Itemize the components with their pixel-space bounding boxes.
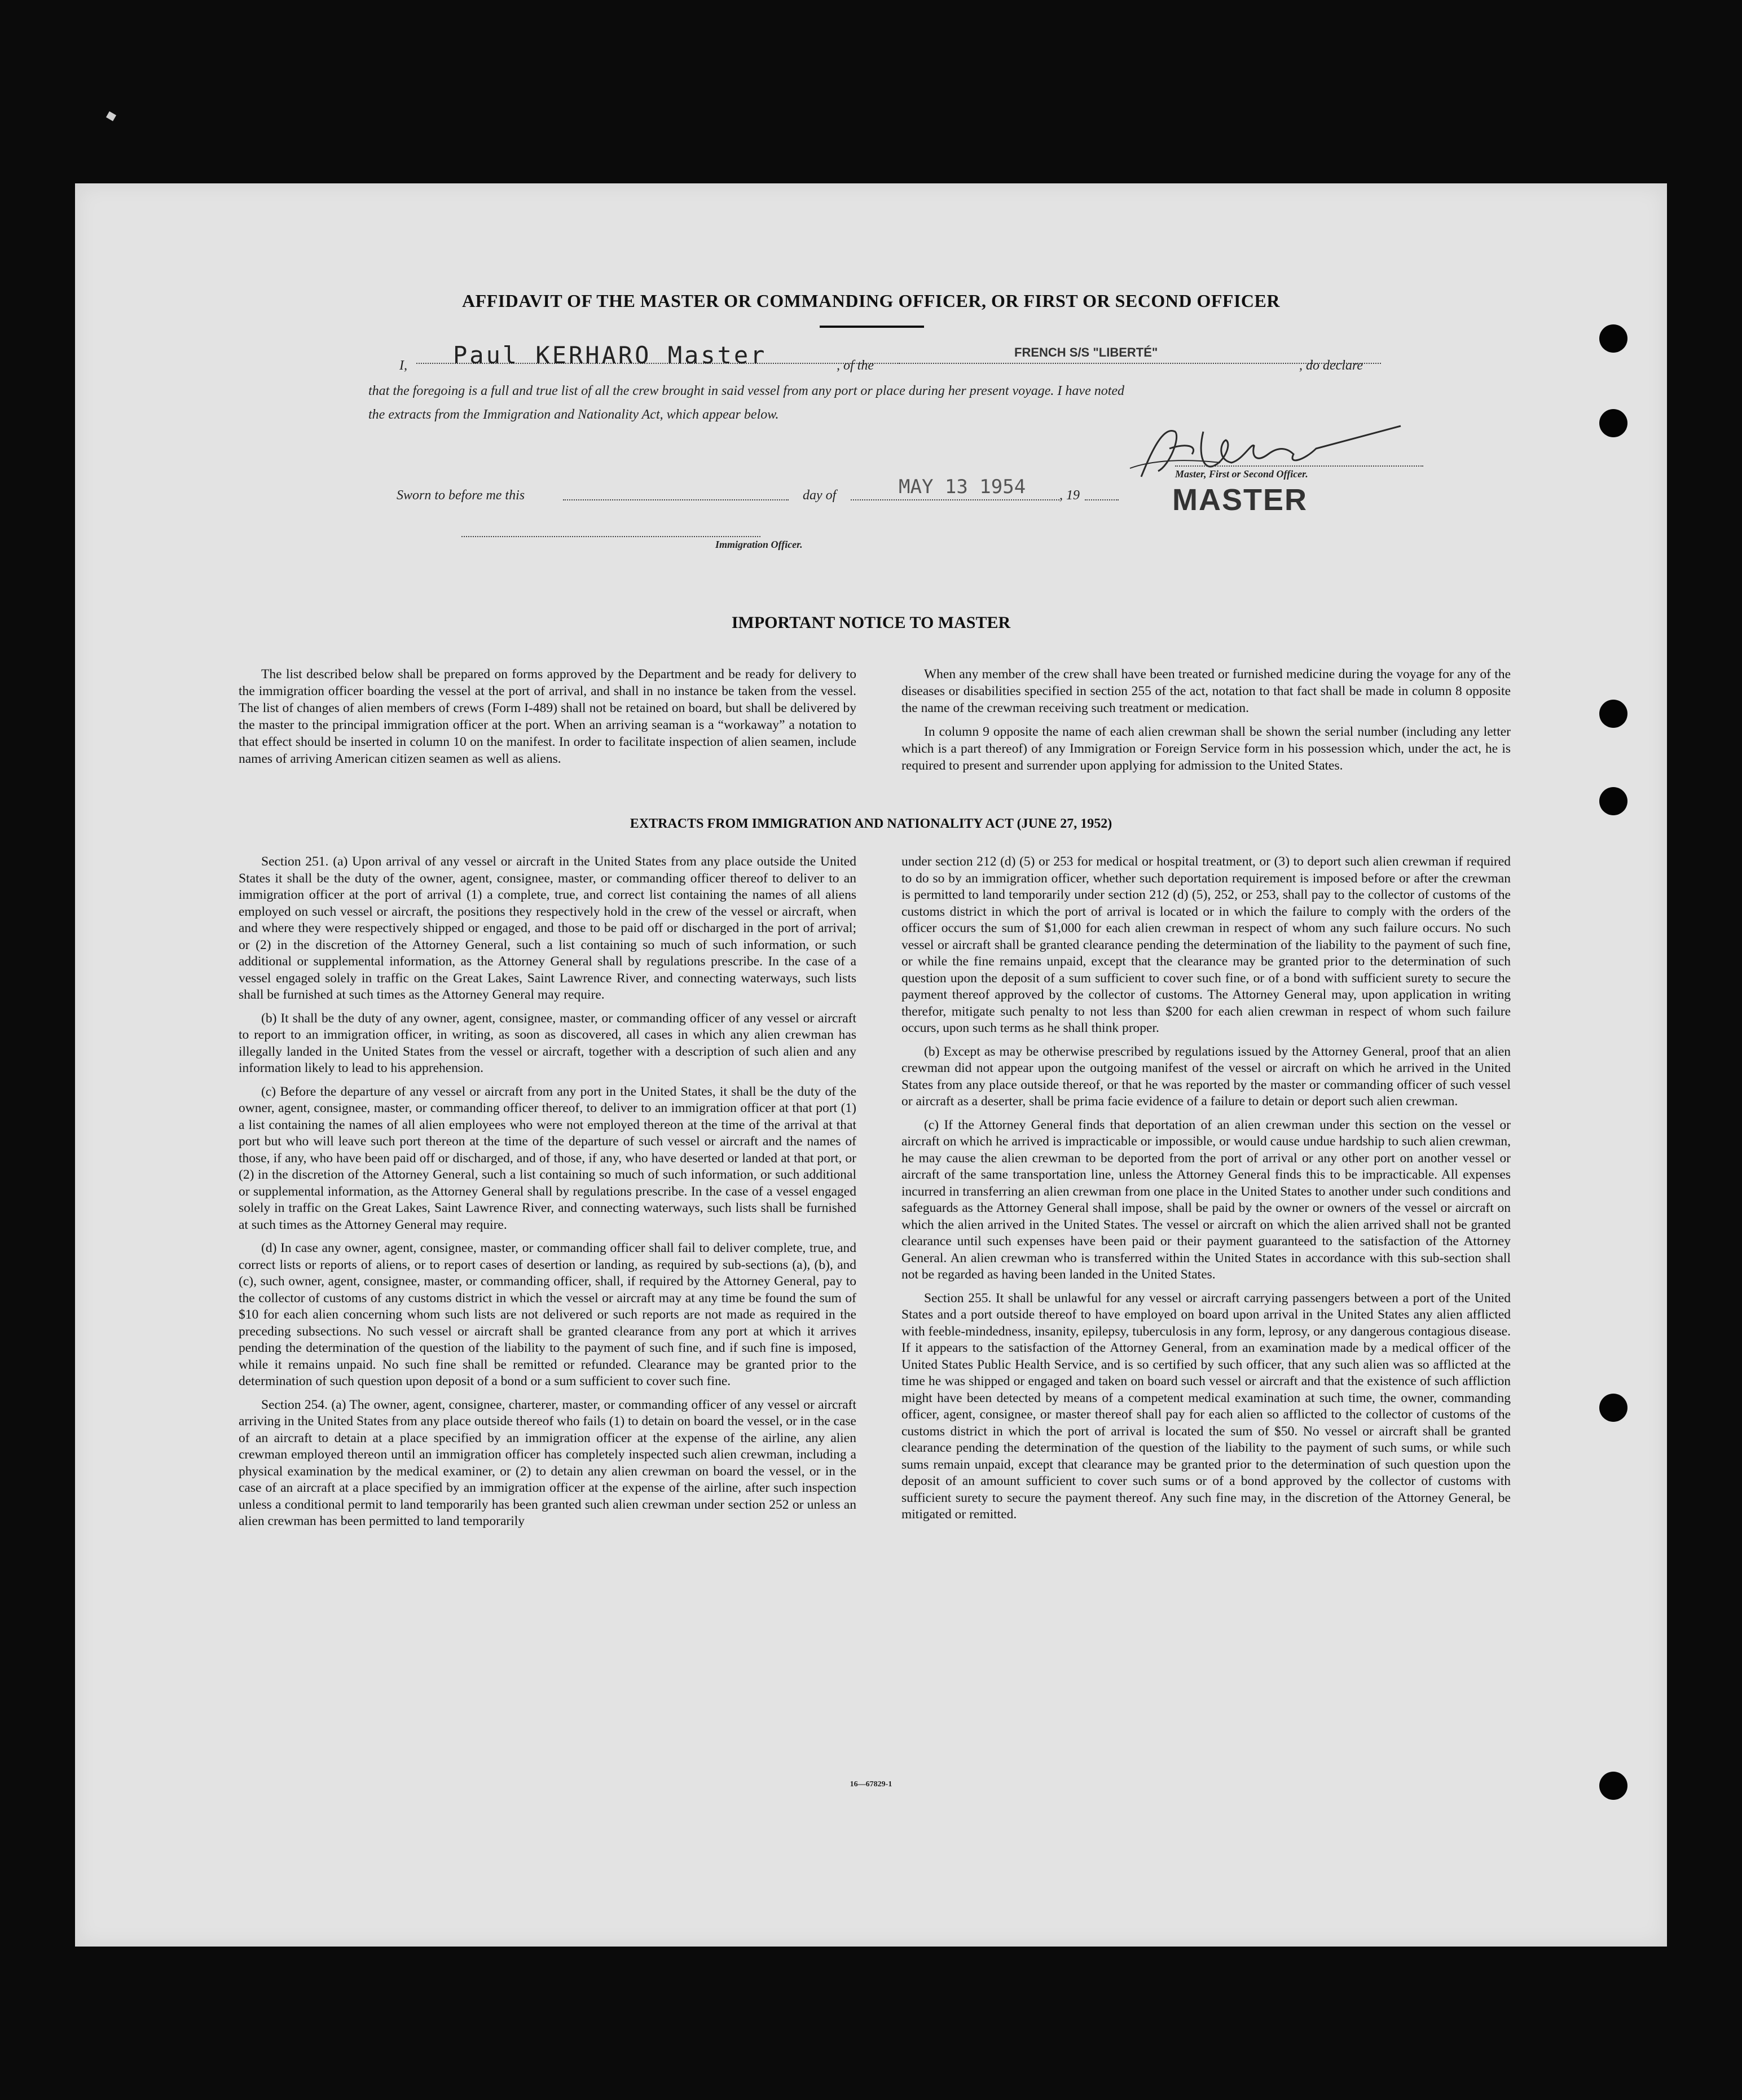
binder-hole	[1599, 787, 1627, 815]
notice-right-column	[901, 666, 1511, 781]
binder-hole	[1599, 324, 1627, 353]
master-stamp: MASTER	[1172, 483, 1308, 517]
extracts-left-column	[239, 854, 856, 1537]
day-of-label: day of	[803, 488, 837, 503]
sworn-month-line	[851, 499, 1059, 500]
sworn-year-line	[1085, 499, 1119, 500]
declaration-line-2: the extracts from the Immigration and Nationality Act, which appear below.	[368, 407, 779, 422]
section-254c: (c) If the Attorney General finds that deportation of an alien crewman under this section on the vessel or aircraft on which he arrived is impracticable or impossible, or would cause undue hardship to such alien crewman, he may cause the alien crewman to be deported from the port of arrival or any other port on another vessel or aircraft of the same transportation line, unless the Attorney General finds this to be impracticable. All expenses incurred in transferring an alien crewman from one place in the United States to another under such conditions and safeguards as the Attorney General shall impose, shall be paid by the owner or owners of the vessel or aircraft on which the alien arrived in the United States. The vessel or aircraft on which the alien arrived shall not be granted clearance until such expenses have been paid or their payment guaranteed to the satisfaction of the Attorney General. An alien crewman who is transferred within the United States in accordance with this sub-section shall not be regarded as having been landed in the United States.	[901, 1117, 1511, 1282]
i-label: I,	[399, 358, 407, 373]
section-251b: (b) It shall be the duty of any owner, agent, consignee, master, or commanding officer of any vessel or aircraft to report to an immigration officer, in writing, as soon as discovered, all cases in which any alien crewman has illegally landed in the United States from the vessel or aircraft, together with a description of such alien and any information likely to lead to his apprehension.	[239, 1011, 856, 1075]
declaration-line-1: that the foregoing is a full and true list of all the crew brought in said vessel from any port or place during her present voyage. I have noted	[368, 384, 1125, 398]
notice-paragraph: The list described below shall be prepared on forms approved by the Department and be ready for delivery to the immigration officer boarding the vessel at the port of arrival, and shall in no instance be taken from the vessel. The list of changes of alien members of crews (Form I-489) shall not be retained on board, but shall be delivered by the master to the principal immigration officer at the port. When an arriving seaman is a “workaway” a notation to that effect should be inserted in column 10 on the manifest. In order to facilitate inspection of alien seamen, include names of arriving American citizen seamen as well as aliens.	[239, 667, 856, 766]
section-255: Section 255. It shall be unlawful for any vessel or aircraft carrying passengers between a port of the United States and a port outside thereof to have employed on board upon arrival in the United States any alien afflicted with feeble-mindedness, insanity, epilepsy, tuberculosis in any form, leprosy, or any dangerous contagious disease. If it appears to the satisfaction of the Attorney General, from an examination made by a medical officer of the United States Public Health Service, and is so certified by such officer, that any such alien was so afflicted at the time he was shipped or engaged and taken on board such vessel or aircraft and that the existence of such affliction might have been detected by means of a competent medical examination at such time, the owner, commanding officer, agent, consignee, or master thereof shall pay for each alien so afflicted to the collector of customs of the customs district in which the port of arrival is located the sum of $50. No vessel or aircraft shall be granted clearance pending the determination of the question of the liability to the payment of such sums, or while such sums remain unpaid, except that clearance may be granted prior to the determination of such question upon the deposit of an amount sufficient to cover such sums or of a bond approved by the collector of customs with sufficient surety to secure the payment thereof. Any such fine may, in the discretion of the Attorney General, be mitigated or remitted.	[901, 1290, 1511, 1522]
vessel-name: FRENCH S/S "LIBERTÉ"	[1014, 345, 1158, 359]
binder-hole	[1599, 409, 1627, 437]
do-declare-label: , do declare	[1299, 358, 1363, 373]
section-254b: (b) Except as may be otherwise prescribed by regulations issued by the Attorney General, proof that an alien crewman did not appear upon the outgoing manifest of the vessel or aircraft on which he arrived in the United States from any place outside thereof, or that he was reported by the master or commanding officer of such vessel or aircraft as a deserter, shall be prima facie evidence of a failure to detain or deport such alien crewman.	[901, 1044, 1511, 1109]
sworn-label: Sworn to before me this	[397, 488, 525, 503]
section-254a: Section 254. (a) The owner, agent, consignee, charterer, master, or commanding officer of any vessel or aircraft arriving in the United States from any place outside thereof who fails (1) to detain on board the vessel, or in the case of an aircraft to detain at a place specified by an immigration officer at the expense of the airline, any alien crewman employed thereon until an immigration officer has completely inspected such alien crewman, including a physical examination by the medical examiner, or (2) to detain any alien crewman on board the vessel, or in the case of an aircraft at a place specified by an immigration officer at the expense of the airline, after such inspection unless a conditional permit to land temporarily has been granted such alien crewman under section 252 or unless an alien crewman has been permitted to land temporarily	[239, 1397, 856, 1528]
notice-left-column	[239, 666, 856, 774]
title-underline	[820, 326, 924, 328]
affidavit-title: AFFIDAVIT OF THE MASTER OR COMMANDING OFFICER, OR FIRST OR SECOND OFFICER	[462, 291, 1280, 311]
sworn-day-line	[563, 499, 789, 500]
extracts-title: EXTRACTS FROM IMMIGRATION AND NATIONALITY ACT (JUNE 27, 1952)	[630, 816, 1112, 831]
binder-hole	[1599, 700, 1627, 728]
document-page	[75, 183, 1667, 1947]
notice-title: IMPORTANT NOTICE TO MASTER	[731, 613, 1011, 632]
scan-edge-mark	[106, 111, 116, 121]
master-name: Paul KERHARO Master	[453, 341, 767, 369]
notice-paragraph: When any member of the crew shall have been treated or furnished medicine during the voyage for any of the diseases or disabilities specified in section 255 of the act, notation to that fact shall be made in column 8 opposite the name of the crewman receiving such treatment or medication.	[901, 667, 1511, 715]
section-251a: Section 251. (a) Upon arrival of any vessel or aircraft in the United States from any place outside the United States it shall be the duty of the owner, agent, consignee, master, or commanding officer thereof to deliver to an immigration officer at the port of arrival (1) a complete, true, and correct list containing the names of all aliens employed on such vessel or aircraft, the positions they respectively hold in the crew of the vessel or aircraft, when and where they were respectively shipped or engaged, and those to be paid off or discharged in the port of arrival; or (2) in the discretion of the Attorney General, such a list containing so much of such information, or such additional or supplemental information, as the Attorney General shall by regulations prescribe. In the case of a vessel engaged solely in traffic on the Great Lakes, Saint Lawrence River, and connecting waterways, such lists shall be furnished at such times as the Attorney General may require.	[239, 854, 856, 1002]
immigration-officer-caption: Immigration Officer.	[715, 539, 803, 550]
extracts-right-column	[901, 854, 1511, 1530]
notice-paragraph: In column 9 opposite the name of each alien crewman shall be shown the serial number (including any letter which is a part thereof) of any Immigration or Foreign Service form in his possession which, under the act, he is required to present and surrender upon applying for admission to the United States.	[901, 724, 1511, 773]
immigration-officer-line	[461, 536, 760, 537]
section-254a-continued: under section 212 (d) (5) or 253 for medical or hospital treatment, or (3) to deport such alien crewman if required to do so by an immigration officer, whether such deportation requirement is imposed before or after the crewman is permitted to land temporarily under section 212 (d) (5), 252, or 253, shall pay to the collector of customs of the customs district in which the port of arrival is located or in which the failure to comply with the orders of the officer occurs the sum of $1,000 for each alien crewman in respect of whom any such failure occurs. No such vessel or aircraft shall be granted clearance pending the determination of the liability to the payment of such fine, or while the fine remains unpaid, except that the clearance may be granted prior to the determination of such question upon the deposit of a sum sufficient to cover such fine, or of a bond with sufficient surety to secure the payment thereof approved by the collector of customs. The Attorney General may, upon application in writing therefor, mitigate such penalty to not less than $200 for each alien crewman in respect of whom such failure occurs, upon such terms as he shall think proper.	[901, 854, 1511, 1035]
date-stamp: MAY 13 1954	[899, 476, 1026, 498]
signature-caption: Master, First or Second Officer.	[1175, 468, 1308, 480]
signature-line	[1175, 465, 1423, 467]
of-the-label: , of the	[837, 358, 874, 373]
section-251d: (d) In case any owner, agent, consignee, master, or commanding officer shall fail to deliver complete, true, and correct lists or reports of aliens, or to report cases of desertion or landing, as required by sub-sections (a), (b), and (c), such owner, agent, consignee, master, or commanding officer, shall, if required by the Attorney General, pay to the collector of customs of any customs district in which the vessel or aircraft may at any time be found the sum of $10 for each alien concerning whom such lists are not delivered or such reports are not made as required in the preceding subsections. No such vessel or aircraft shall be granted clearance from any port at which it arrives pending the determination of the question of the liability to the payment of such fine, and if such fine is imposed, while it remains unpaid. No such fine shall be remitted or refunded. Clearance may be granted prior to the determination of such question upon deposit of a bond or a sum sufficient to cover such fine.	[239, 1241, 856, 1389]
binder-hole	[1599, 1772, 1627, 1800]
year-label: , 19	[1059, 488, 1080, 503]
form-number: 16—67829-1	[850, 1780, 892, 1789]
section-251c: (c) Before the departure of any vessel or aircraft from any port in the United States, it shall be the duty of the owner, agent, consignee, master, or commanding officer thereof, to deliver to an immigration officer at that port (1) a list containing the names of all alien employees who were not employed thereon at the time of the arrival at that port but who will leave such port thereon at the time of the departure of such vessel or aircraft and the names of those, if any, who have been paid off or discharged, and of those, if any, who have deserted or landed at that port, or (2) in the discretion of the Attorney General, such a list containing so much of such information, or such additional or supplemental information, as the Attorney General shall by regulations prescribe. In the case of a vessel engaged solely in traffic on the Great Lakes, Saint Lawrence River, and connecting waterways, such lists shall be furnished at such times as the Attorney General may require.	[239, 1084, 856, 1232]
binder-hole	[1599, 1394, 1627, 1422]
